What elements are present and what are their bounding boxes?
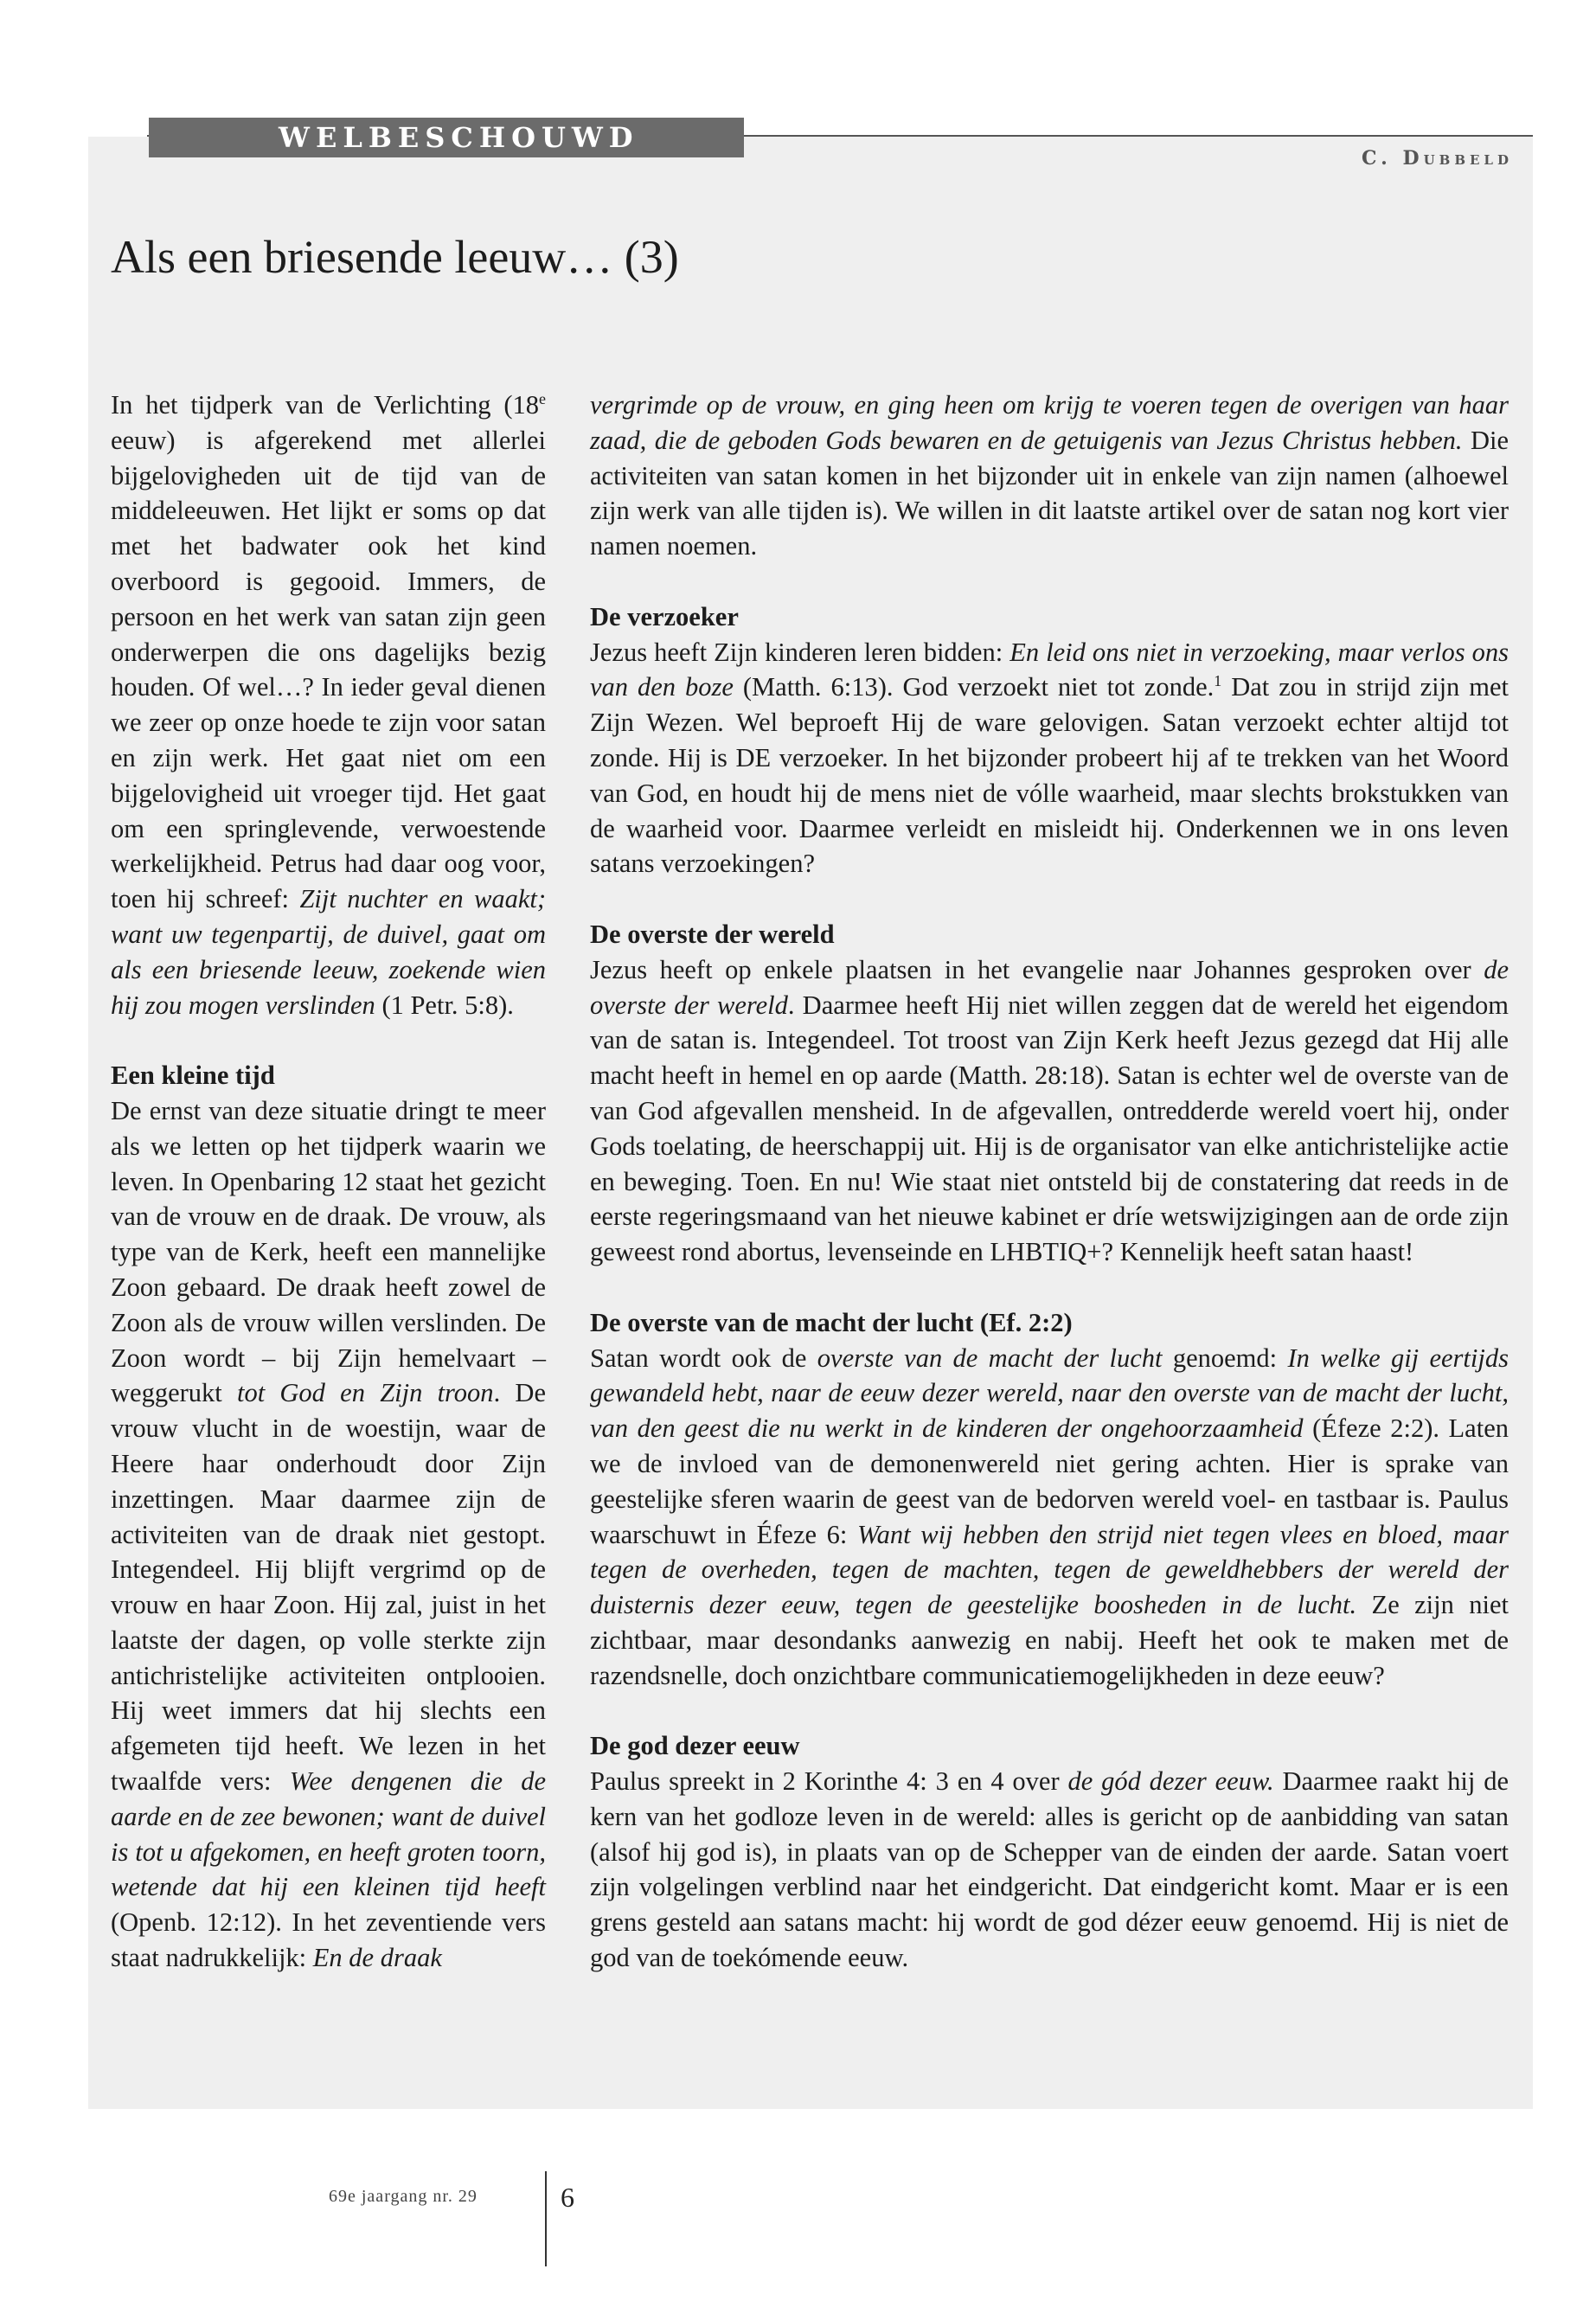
section-paragraph-de-overste-der-wereld: Jezus heeft op enkele plaatsen in het evangelie naar Johannes gesproken over de overste der wereld. Daarmee heeft Hij niet willen zeggen dat de wereld het eigendom van de satan is. Integendeel. Tot troost van Zijn Kerk heeft Jezus gezegd dat Hij alle macht heeft in hemel en op aarde (Matth. 28:18). Satan is echter wel de overste van de van God afgevallen mensheid. In de afgevallen, ontredderde wereld voert hij, onder Gods toelating, de heerschappij uit. Hij is de organisator van elke antichristelijke actie en beweging. Toen. En nu! Wie staat niet ontsteld bij de constatering dat reeds in de eerste regeringsmaand van het nieuwe kabinet er dríe wetswijzigingen aan de orde zijn geweest rond abortus, levenseinde en LHBTIQ+? Kennelijk heeft satan haast!: [590, 954, 1509, 1267]
section-paragraph-een-kleine-tijd: De ernst van deze situatie dringt te meer als we letten op het tijdperk waarin we leven. In Openbaring 12 staat het gezicht van de vrouw en de draak. De vrouw, als type van de Kerk, heeft een mannelijke Zoon gebaard. De draak heeft zowel de Zoon als de vrouw willen verslinden. De Zoon wordt – bij Zijn hemelvaart – weggerukt tot God en Zijn troon. De vrouw vlucht in de woestijn, waar de Heere haar onderhoudt door Zijn inzettingen. Maar daarmee zijn de activiteiten van de draak niet gestopt. Integendeel. Hij blijft vergrimd op de vrouw en haar Zoon. Hij zal, juist in het laatste der dagen, op volle sterkte zijn antichristelijke activiteiten ontplooien. Hij weet immers dat hij slechts een afgemeten tijd heeft. We lezen in het twaalfde vers: Wee dengenen die de aarde en de zee bewonen; want de duivel is tot u afgekomen, en heeft groten toorn, wetende dat hij een kleinen tijd heeft (Openb. 12:12). In het zeventiende vers staat nadrukkelijk: En de draak: [111, 1095, 547, 1973]
volume-info: 69e jaargang nr. 29: [329, 2187, 478, 2206]
section-heading-overste-macht-der-lucht: De overste van de macht der lucht (Ef. 2:2): [590, 1307, 1073, 1337]
section-paragraph-de-verzoeker: Jezus heeft Zijn kinderen leren bidden: En leid ons niet in verzoeking, maar verlos ons van den boze (Matth. 6:13). God verzoekt niet tot zonde.$^1$ Dat zou in strijd zijn met Zijn Wezen. Wel beproeft Hij de ware gelovigen. Satan verzoekt echter altijd tot zonde. Hij is DE verzoeker. In het bijzonder probeert hij af te trekken van het Woord van God, en houdt hij de mens niet de vólle waarheid, maar slechts brokstukken van de waarheid voor. Daarmee verleidt en misleidt hij. Onderkennen we in ons leven satans verzoekingen?: [590, 637, 1509, 879]
section-paragraph-overste-macht-der-lucht: Satan wordt ook de overste van de macht der lucht genoemd: In welke gij eertijds gewandeld hebt, naar de eeuw dezer wereld, naar den overste van de macht der lucht, van den geest die nu werkt in de kinderen der ongehoorzaamheid (Éfeze 2:2). Laten we de invloed van de demonenwereld niet gering achten. Hier is sprake van geestelijke sferen waarin de geest van de bedorven wereld voel- en tastbaar is. Paulus waarschuwt in Éfeze 6: Want wij hebben den strijd niet tegen vlees en bloed, maar tegen de overheden, tegen de machten, tegen de geweldhebbers der wereld der duisternis dezer eeuw, tegen de geestelijke boosheden in de lucht. Ze zijn niet zichtbaar, maar desondanks aanwezig en nabij. Heeft het ook te maken met de razendsnelle, doch onzichtbare communicatiemogelijkheden in deze eeuw?: [590, 1343, 1509, 1690]
intro-paragraph: In het tijdperk van de Verlichting (18e eeuw) is afgerekend met allerlei bijgelovigheden uit de tijd van de middeleeuwen. Het lijkt er soms op dat met het badwater ook het kind overboord is gegooid. Immers, de persoon en het werk van satan zijn geen onderwerpen die ons dagelijks bezig houden. Of wel…? In ieder geval dienen we zeer op onze hoede te zijn voor satan en zijn werk. Het gaat niet om een bijgelovigheid uit vroeger tijd. Het gaat om een springlevende, verwoestende werkelijkheid. Petrus had daar oog voor, toen hij schreef: Zijt nuchter en waakt; want uw tegenpartij, de duivel, gaat om als een briesende leeuw, zoekende wien hij zou mogen verslinden (1 Petr. 5:8).: [111, 389, 546, 1020]
continuation-paragraph: vergrimde op de vrouw, en ging heen om krijg te voeren tegen de overigen van haar zaad, die de geboden Gods bewaren en de getuigenis van Jezus Christus hebben. Die activiteiten van satan komen in het bijzonder uit in enkele van zijn namen (alhoewel zijn werk van alle tijden is). We willen in dit laatste artikel over de satan nog kort vier namen noemen.: [590, 390, 1509, 561]
section-heading-de-god-dezer-eeuw: De god dezer eeuw: [590, 1731, 800, 1761]
footer-divider: [545, 2171, 547, 2266]
section-paragraph-de-god-dezer-eeuw: Paulus spreekt in 2 Korinthe 4: 3 en 4 over de gód dezer eeuw. Daarmee raakt hij de kern van het godloze leven in de wereld: alles is gericht op de aanbidding van satan (alsof hij god is), in plaats van op de Schepper van de einden der aarde. Satan voert zijn volgelingen verblind naar het eindgericht. Dat eindgericht komt. Maar er is een grens gesteld aan satans macht: hij wordt de god dézer eeuw genoemd. Hij is niet de god van de toekómende eeuw.: [590, 1766, 1509, 1973]
section-heading-een-kleine-tijd: Een kleine tijd: [111, 1061, 275, 1091]
section-heading-de-overste-der-wereld: De overste der wereld: [590, 919, 835, 949]
page-number: 6: [561, 2182, 574, 2213]
section-label: WELBESCHOUWD: [149, 118, 744, 157]
right-column: [590, 388, 1509, 1976]
footnote-marker: 1: [1214, 672, 1222, 690]
author-name: C. Dubbeld: [1362, 147, 1513, 170]
article-title: Als een briesende leeuw… (3): [111, 231, 679, 283]
section-heading-de-verzoeker: De verzoeker: [590, 601, 739, 631]
left-column: [111, 388, 546, 1976]
